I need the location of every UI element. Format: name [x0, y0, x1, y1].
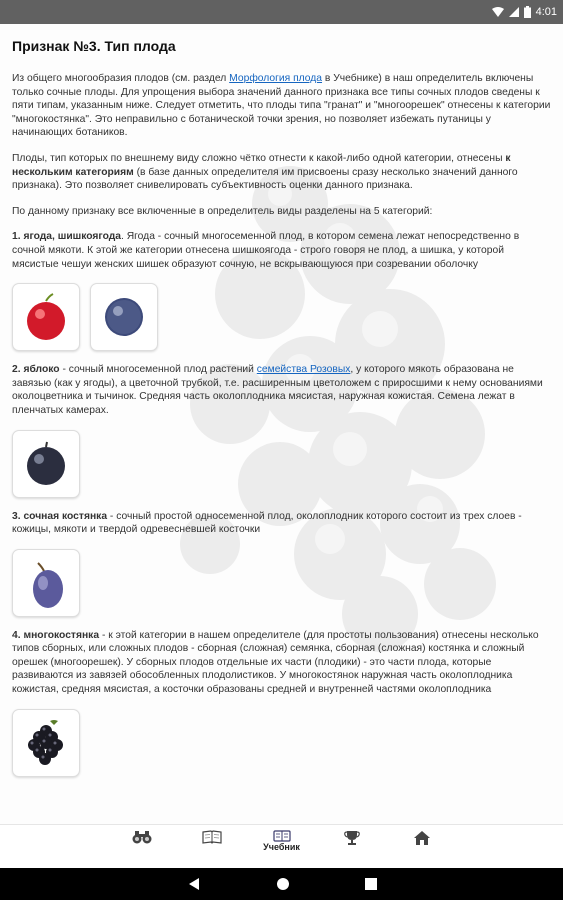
- dark-pome-image[interactable]: [12, 430, 80, 498]
- link-fruit-morphology[interactable]: Морфология плода: [229, 73, 323, 84]
- page-title: Признак №3. Тип плода: [12, 38, 176, 54]
- content-area[interactable]: [0, 24, 563, 824]
- recents-icon[interactable]: [365, 878, 377, 890]
- multi-category-paragraph: Плоды, тип которых по внешнему виду сложно чётко отнести к какой-либо одной категории, отнесены к нескольким категориям (в базе данных определителя им присвоены сразу несколько значений данного признака). Это позволяет снивелировать субъективность оценки данного признака.: [12, 152, 518, 192]
- drupe-images: [12, 549, 552, 617]
- category-berry: 1. ягода, шишкоягода. Ягода - сочный многосеменной плод, в котором семена лежат непосредственно в сочной мякоти. К этой же категории отнесена шишкоягода - строго говоря не плод, а шишка, у которой мясистые чешуи женских шишек образуют сочную, не вскрывающуюся при созревании оболочку: [12, 231, 520, 270]
- nav-achievements[interactable]: [334, 830, 370, 864]
- category-apple: 2. яблоко - сочный многосеменной плод растений семейства Розовых, у которого мякоть образована не завязью (как у ягоды), а цветочной трубкой, т.е. расширенным цветоложем с приросшими к нему основаниями околоцветника и тычинок. Средняя часть околоплодника мясистая, наружная кожистая. Семена лежат в пленчатых камерах.: [12, 364, 543, 416]
- system-navigation-bar: [0, 868, 563, 900]
- status-icons: [492, 0, 557, 24]
- nav-identifier[interactable]: [124, 830, 160, 864]
- wifi-icon: [492, 7, 504, 17]
- status-time: 4:01: [535, 6, 557, 18]
- bottom-navigation: [0, 824, 563, 869]
- nav-textbook[interactable]: [264, 830, 300, 864]
- berry-images: [12, 283, 552, 351]
- home-circle-icon[interactable]: [276, 877, 290, 891]
- status-bar: [0, 0, 563, 24]
- nav-textbook-label: Учебник: [263, 842, 300, 852]
- book-icon: [202, 830, 222, 844]
- category-aggregate: 4. многокостянка - к этой категории в нашем определителе (для простоты пользования) отнесены несколько типов сборных, или сложных плодов - сборная (сложная) семянка, сборная (сложная) костянка и сложный орешек (многоорешек). У сборных плодов отдельные их части (плодики) - это части плода, которые развиваются из завязей обособленных плодолистиков. У многокостянок наружная часть околоплодника кожистая, средняя мясистая, а косточки образованы средней и внутренней частями околоплодника: [12, 629, 539, 696]
- apple-images: [12, 430, 552, 498]
- juniper-berry-image[interactable]: [90, 283, 158, 351]
- categories-intro: По данному признаку все включенные в определитель виды разделены на 5 категорий:: [12, 205, 433, 217]
- aggregate-images: [12, 709, 552, 777]
- red-berry-image[interactable]: [12, 283, 80, 351]
- home-icon: [413, 830, 431, 846]
- blackberry-image[interactable]: [12, 709, 80, 777]
- category-drupe: 3. сочная костянка - сочный простой односеменной плод, околоплодник которого состоит из трех слоев - кожицы, мякоти и твердой одревесневшей косточки: [12, 510, 522, 536]
- nav-reference-book[interactable]: [194, 830, 230, 864]
- back-icon[interactable]: [187, 877, 201, 891]
- plum-image[interactable]: [12, 549, 80, 617]
- signal-icon: [509, 7, 519, 17]
- nav-home[interactable]: [404, 830, 440, 864]
- link-rosaceae[interactable]: семейства Розовых: [256, 364, 351, 376]
- battery-icon: [524, 6, 531, 18]
- trophy-icon: [344, 830, 360, 846]
- binoculars-icon: [132, 830, 152, 844]
- intro-paragraph: Из общего многообразия плодов (см. раздел Морфология плода в Учебнике) в наш определитель включены только сочные плоды. Для упрощения выбора значений данного признака все типы сочных плодов сведены к пяти типам, указанным ниже. Следует отметить, что плоды типа "гранат" и "многоорешек" отнесены к категории "многокостянка". Это неправильно с ботанической точки зрения, но позволяет избежать путаницы у начинающих ботаников.: [12, 73, 551, 139]
- textbook-icon: [273, 830, 291, 842]
